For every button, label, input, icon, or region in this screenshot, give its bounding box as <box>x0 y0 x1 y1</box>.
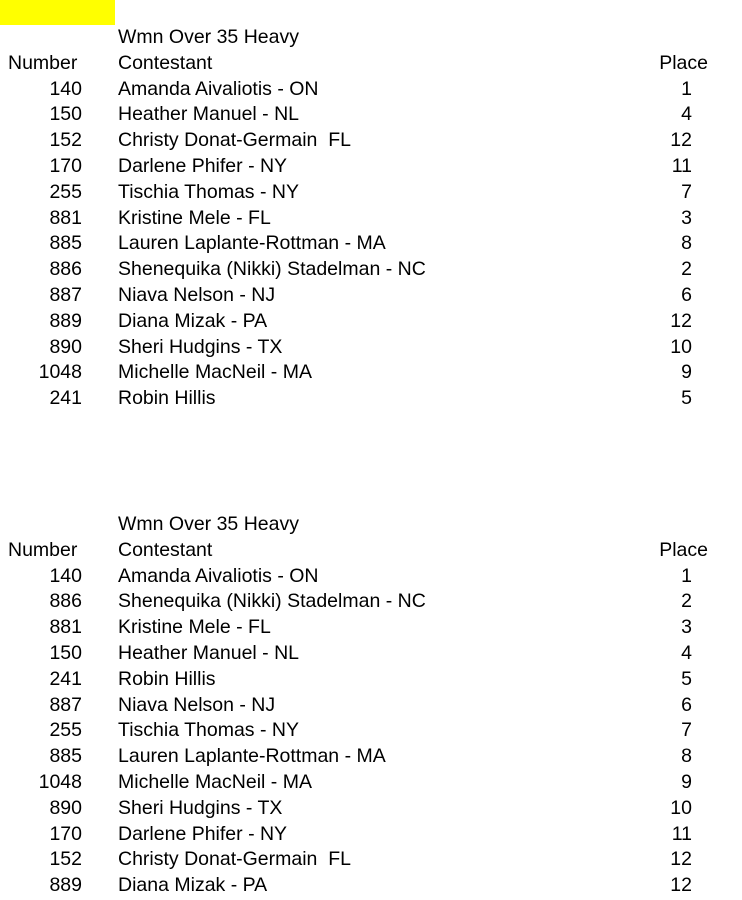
cell-place: 1 <box>681 564 692 587</box>
cell-contestant: Niava Nelson - NJ <box>118 283 276 306</box>
cell-contestant: Sheri Hudgins - TX <box>118 796 283 819</box>
column-header-contestant: Contestant <box>118 51 213 74</box>
table-row <box>0 128 742 154</box>
results-table-by-number <box>0 25 742 412</box>
table-row <box>0 589 742 615</box>
table-row <box>0 770 742 796</box>
column-header-place: Place <box>659 51 708 74</box>
cell-place: 2 <box>681 590 692 613</box>
table-row <box>0 206 742 232</box>
table-row <box>0 309 742 335</box>
cell-number: 887 <box>49 283 82 306</box>
cell-place: 12 <box>670 848 692 871</box>
cell-contestant: Christy Donat-Germain FL <box>118 848 351 871</box>
cell-number: 881 <box>49 206 82 229</box>
cell-number: 255 <box>49 719 82 742</box>
cell-contestant: Lauren Laplante-Rottman - MA <box>118 232 386 255</box>
table-row <box>0 231 742 257</box>
cell-contestant: Darlene Phifer - NY <box>118 154 288 177</box>
table-row <box>0 154 742 180</box>
table-row <box>0 718 742 744</box>
column-header-number: Number <box>8 538 78 561</box>
cell-number: 886 <box>49 590 82 613</box>
cell-number: 887 <box>49 693 82 716</box>
cell-number: 152 <box>49 129 82 152</box>
table-row <box>0 693 742 719</box>
cell-place: 7 <box>681 180 692 203</box>
table-row <box>0 847 742 873</box>
table-row <box>0 180 742 206</box>
cell-place: 11 <box>671 822 692 845</box>
cell-contestant: Michelle MacNeil - MA <box>118 361 312 384</box>
cell-contestant: Kristine Mele - FL <box>118 616 271 639</box>
table-title: Wmn Over 35 Heavy <box>118 513 299 535</box>
cell-number: 881 <box>49 616 82 639</box>
cell-contestant: Amanda Aivaliotis - ON <box>118 564 319 587</box>
cell-place: 5 <box>681 667 692 690</box>
cell-place: 4 <box>681 641 692 664</box>
cell-number: 241 <box>49 387 82 410</box>
table-row <box>0 360 742 386</box>
table-title-row <box>0 25 742 51</box>
cell-number: 140 <box>49 77 82 100</box>
cell-contestant: Shenequika (Nikki) Stadelman - NC <box>118 258 426 281</box>
table-header-row <box>0 538 742 564</box>
column-header-contestant: Contestant <box>118 538 213 561</box>
cell-contestant: Tischia Thomas - NY <box>118 180 299 203</box>
cell-contestant: Lauren Laplante-Rottman - MA <box>118 745 386 768</box>
cell-place: 12 <box>670 874 692 897</box>
table-title: Wmn Over 35 Heavy <box>118 26 299 48</box>
cell-contestant: Niava Nelson - NJ <box>118 693 276 716</box>
cell-number: 255 <box>49 180 82 203</box>
cell-contestant: Robin Hillis <box>118 387 216 410</box>
cell-place: 12 <box>670 309 692 332</box>
cell-contestant: Heather Manuel - NL <box>118 103 300 126</box>
cell-contestant: Sheri Hudgins - TX <box>118 335 283 358</box>
cell-contestant: Tischia Thomas - NY <box>118 719 299 742</box>
cell-contestant: Shenequika (Nikki) Stadelman - NC <box>118 590 426 613</box>
cell-number: 150 <box>49 103 82 126</box>
cell-contestant: Diana Mizak - PA <box>118 309 268 332</box>
table-row <box>0 873 742 899</box>
cell-place: 6 <box>681 283 692 306</box>
cell-place: 8 <box>681 745 692 768</box>
cell-place: 5 <box>681 387 692 410</box>
cell-contestant: Darlene Phifer - NY <box>118 822 288 845</box>
cell-number: 886 <box>49 258 82 281</box>
cell-contestant: Diana Mizak - PA <box>118 874 268 897</box>
cell-place: 9 <box>681 770 692 793</box>
yellow-highlight-block <box>0 0 115 25</box>
cell-contestant: Heather Manuel - NL <box>118 641 300 664</box>
table-row <box>0 641 742 667</box>
table-row <box>0 796 742 822</box>
cell-number: 170 <box>49 154 82 177</box>
table-row <box>0 102 742 128</box>
table-row <box>0 386 742 412</box>
cell-number: 889 <box>49 309 82 332</box>
cell-contestant: Michelle MacNeil - MA <box>118 770 312 793</box>
results-table-by-place <box>0 512 742 899</box>
cell-place: 2 <box>681 258 692 281</box>
table-row <box>0 564 742 590</box>
cell-number: 1048 <box>38 361 82 384</box>
cell-number: 150 <box>49 641 82 664</box>
cell-place: 11 <box>671 154 692 177</box>
table-row <box>0 283 742 309</box>
table-title-row <box>0 512 742 538</box>
cell-place: 10 <box>670 796 692 819</box>
cell-number: 890 <box>49 796 82 819</box>
cell-number: 885 <box>49 232 82 255</box>
table-row <box>0 744 742 770</box>
cell-place: 1 <box>681 77 692 100</box>
table-row <box>0 667 742 693</box>
cell-number: 890 <box>49 335 82 358</box>
column-header-place: Place <box>659 538 708 561</box>
cell-number: 889 <box>49 874 82 897</box>
cell-number: 885 <box>49 745 82 768</box>
cell-number: 152 <box>49 848 82 871</box>
table-row <box>0 615 742 641</box>
table-row <box>0 822 742 848</box>
cell-number: 170 <box>49 822 82 845</box>
table-row <box>0 335 742 361</box>
cell-place: 9 <box>681 361 692 384</box>
table-row <box>0 77 742 103</box>
cell-contestant: Amanda Aivaliotis - ON <box>118 77 319 100</box>
cell-number: 241 <box>49 667 82 690</box>
cell-place: 6 <box>681 693 692 716</box>
cell-number: 1048 <box>38 770 82 793</box>
cell-place: 4 <box>681 103 692 126</box>
table-row <box>0 257 742 283</box>
table-header-row <box>0 51 742 77</box>
cell-place: 10 <box>670 335 692 358</box>
cell-place: 8 <box>681 232 692 255</box>
cell-place: 3 <box>681 616 692 639</box>
cell-number: 140 <box>49 564 82 587</box>
cell-contestant: Robin Hillis <box>118 667 216 690</box>
cell-contestant: Kristine Mele - FL <box>118 206 271 229</box>
cell-place: 3 <box>681 206 692 229</box>
column-header-number: Number <box>8 51 78 74</box>
cell-place: 12 <box>670 129 692 152</box>
cell-place: 7 <box>681 719 692 742</box>
cell-contestant: Christy Donat-Germain FL <box>118 129 351 152</box>
